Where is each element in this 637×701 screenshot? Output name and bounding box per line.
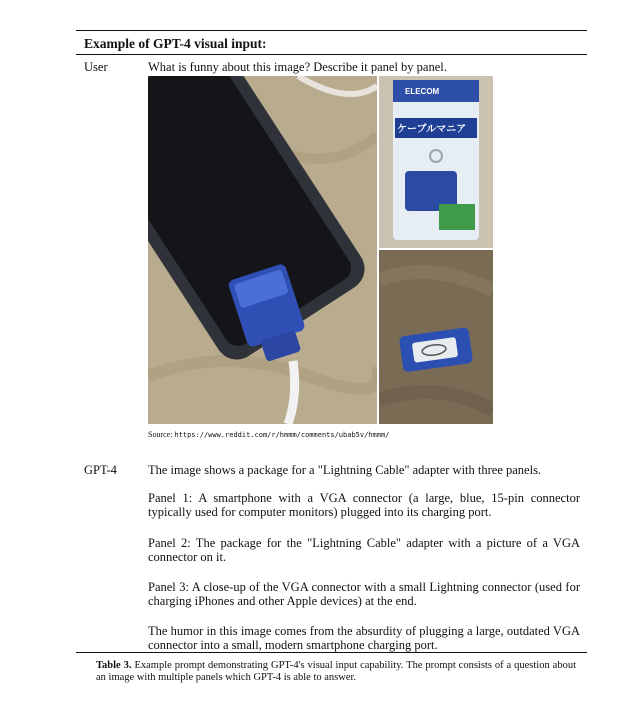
- answer-paragraph-3: Panel 2: The package for the "Lightning Cable" adapter with a picture of a VGA connector on it.: [148, 536, 580, 564]
- caption-label: Table 3.: [96, 660, 132, 671]
- user-question: What is funny about this image? Describe it panel by panel.: [148, 60, 447, 74]
- phone-with-vga-illustration: [148, 76, 377, 424]
- panel-1-phone-vga: [148, 76, 377, 424]
- answer-paragraph-1: The image shows a package for a "Lightning Cable" adapter with three panels.: [148, 463, 542, 477]
- closeup-illustration: [379, 250, 493, 424]
- title-rule: [76, 54, 587, 55]
- answer-paragraph-4: Panel 3: A close-up of the VGA connector with a small Lightning connector (used for charging iPhones and other Apple devices) at the end.: [148, 580, 580, 608]
- caption-text: Example prompt demonstrating GPT-4's visual input capability. The prompt consists of a question about an image with multiple panels which GPT-4 is able to answer.: [96, 660, 576, 683]
- package-product-name: ケーブルマニア: [397, 124, 467, 135]
- source-label: Source:: [148, 430, 173, 439]
- figure-source: [148, 430, 389, 439]
- source-url[interactable]: https://www.reddit.com/r/hmmm/comments/ubab5v/hmmm/: [174, 431, 390, 439]
- package-logo: ELECOM: [405, 87, 440, 96]
- table-caption: [96, 660, 576, 684]
- assistant-role-label: GPT-4: [84, 463, 117, 477]
- panel-2-package: [379, 76, 493, 248]
- table-title: Example of GPT-4 visual input:: [84, 36, 267, 51]
- answer-paragraph-5: The humor in this image comes from the absurdity of plugging a large, outdated VGA connector into a small, modern smartphone charging port.: [148, 624, 580, 652]
- user-role-label: User: [84, 60, 108, 74]
- package-illustration: [379, 76, 493, 248]
- panel-3-closeup: [379, 250, 493, 424]
- bottom-rule: [76, 652, 587, 653]
- meme-figure: [148, 76, 493, 424]
- top-rule: [76, 30, 587, 31]
- answer-paragraph-2: Panel 1: A smartphone with a VGA connector (a large, blue, 15-pin connector typically used for computer monitors) plugged into its charging port.: [148, 491, 580, 519]
